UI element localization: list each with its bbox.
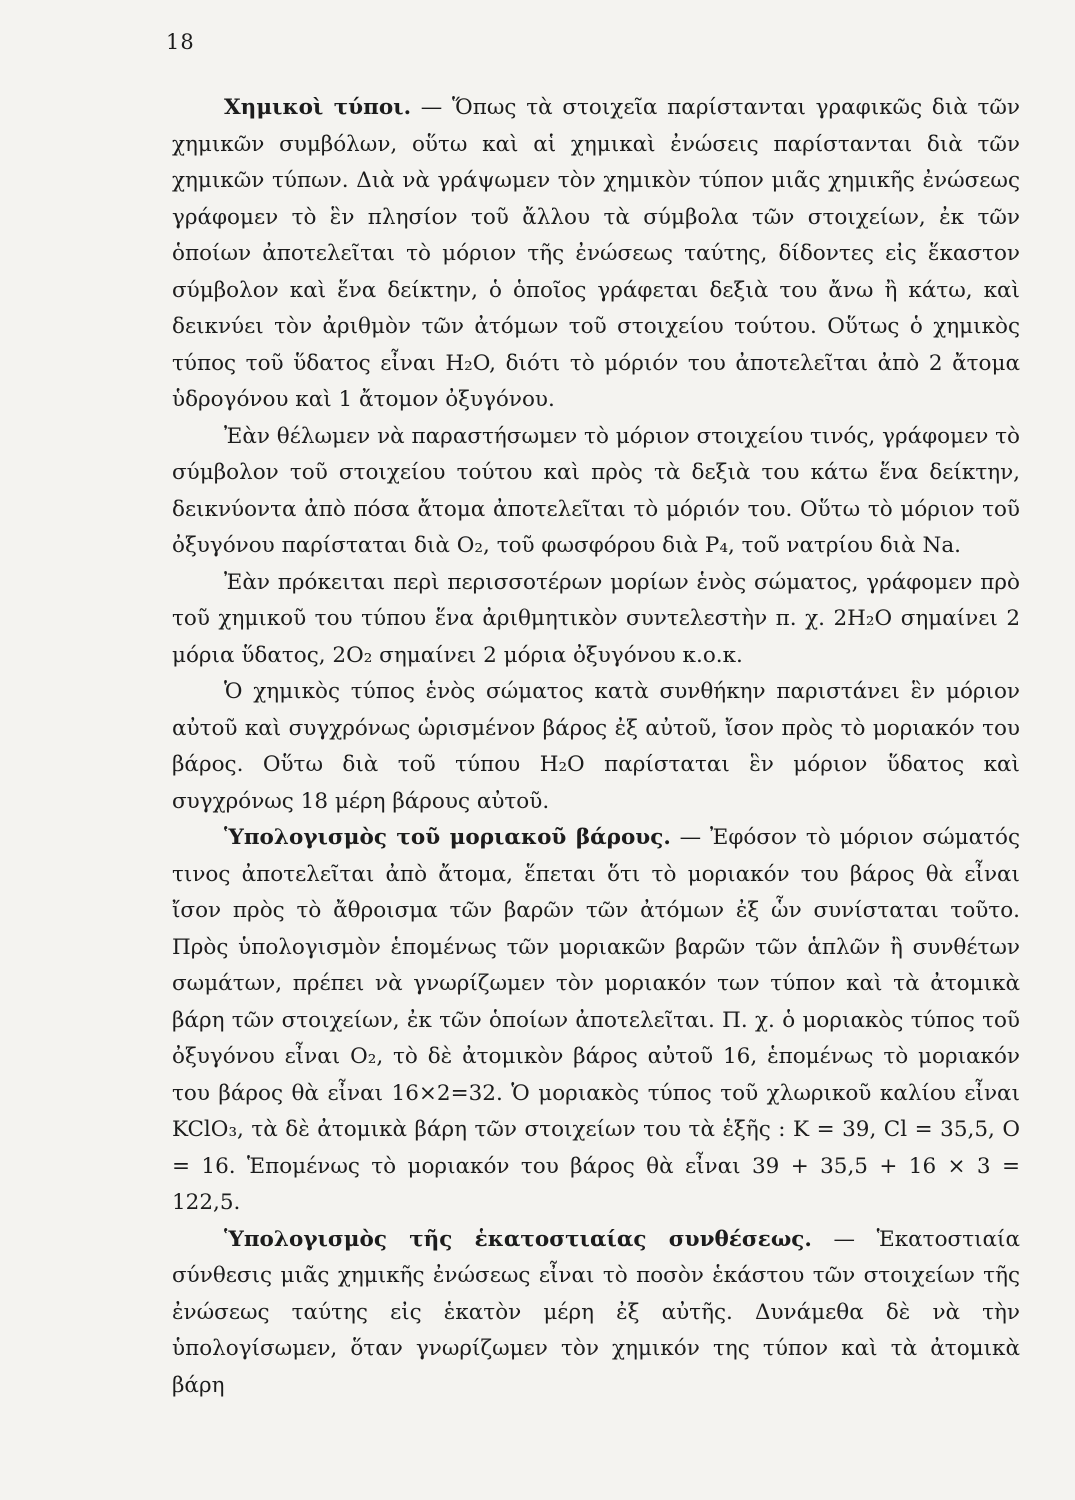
paragraph-multiple-molecules [172,565,1020,675]
section-heading-molecular-weight: Ὑπολογισμὸς τοῦ μοριακοῦ βάρους. [224,825,671,850]
paragraph-text: — Ἑκατοστιαία σύνθεσις μιᾶς χημικῆς ἐνώσεως εἶναι τὸ ποσὸν ἑκάστου τῶν στοιχείων τῆς ἐνώσεως ταύτης εἰς ἑκατὸν μέρη ἐξ αὐτῆς. Δυνάμεθα δὲ νὰ τὴν ὑπολογίσωμεν, ὅταν γνωρίζωμεν τὸν χημικόν της τύπον καὶ τὰ ἀτομικὰ βάρη [172,1226,1020,1398]
text-body [172,90,1020,1404]
section-heading-percent-composition: Ὑπολογισμὸς τῆς ἑκατοστιαίας συνθέσεως. [224,1226,812,1252]
paragraph-text: Ἐὰν πρόκειται περὶ περισσοτέρων μορίων ἑνὸς σώματος, γράφομεν πρὸ τοῦ χημικοῦ του τύπου ἕνα ἀριθμητικὸν συντελεστὴν π. χ. 2H₂O σημαίνει 2 μόρια ὕδατος, 2O₂ σημαίνει 2 μόρια ὀξυγόνου κ.ο.κ. [172,569,1020,668]
paragraph-molecular-weight [172,820,1020,1222]
page-number: 18 [166,30,195,54]
paragraph-element-molecule [172,419,1020,565]
paragraph-formula-weight [172,674,1020,820]
paragraph-text: Ἐὰν θέλωμεν νὰ παραστήσωμεν τὸ μόριον στοιχείου τινός, γράφομεν τὸ σύμβολον τοῦ στοιχείου τούτου καὶ πρὸς τὰ δεξιὰ του κάτω ἕνα δείκτην, δεικνύοντα ἀπὸ πόσα ἄτομα ἀποτελεῖται τὸ μόριόν του. Οὕτω τὸ μόριον τοῦ ὀξυγόνου παρίσταται διὰ O₂, τοῦ φωσφόρου διὰ P₄, τοῦ νατρίου διὰ Na. [172,423,1020,558]
paragraph-text: — Ἐφόσον τὸ μόριον σώματός τινος ἀποτελεῖται ἀπὸ ἄτομα, ἕπεται ὅτι τὸ μοριακόν του βάρος θὰ εἶναι ἴσον πρὸς τὸ ἄθροισμα τῶν βαρῶν τῶν ἀτόμων ἐξ ὧν συνίσταται τοῦτο. Πρὸς ὑπολογισμὸν ἑπομένως τῶν μοριακῶν βαρῶν τῶν ἁπλῶν ἢ συνθέτων σωμάτων, πρέπει νὰ γνωρίζωμεν τὸν μοριακόν των τύπον καὶ τὰ ἀτομικὰ βάρη τῶν στοιχείων, ἐκ τῶν ὁποίων ἀποτελεῖται. Π. χ. ὁ μοριακὸς τύπος τοῦ ὀξυγόνου εἶναι O₂, τὸ δὲ ἀτομικὸν βάρος αὐτοῦ 16, ἑπομένως τὸ μοριακόν του βάρος θὰ εἶναι 16×2=32. Ὁ μοριακὸς τύπος τοῦ χλωρικοῦ καλίου εἶναι KClO₃, τὰ δὲ ἀτομικὰ βάρη τῶν στοιχείων του τὰ ἑξῆς : K = 39, Cl = 35,5, O = 16. Ἑπομένως τὸ μοριακόν του βάρος θὰ εἶναι 39 + 35,5 + 16 × 3 = 122,5. [172,825,1020,1215]
paragraph-percent-composition [172,1222,1020,1405]
paragraph-chemical-formulas [172,90,1020,419]
section-heading-chemical-formulas: Χημικοὶ τύποι. [224,95,412,120]
paragraph-text: — Ὅπως τὰ στοιχεῖα παρίστανται γραφικῶς διὰ τῶν χημικῶν συμβόλων, οὕτω καὶ αἱ χημικαὶ ἐνώσεις παρίστανται διὰ τῶν χημικῶν τύπων. Διὰ νὰ γράψωμεν τὸν χημικὸν τύπον μιᾶς χημικῆς ἐνώσεως γράφομεν τὸ ἓν πλησίον τοῦ ἄλλου τὰ σύμβολα τῶν στοιχείων, ἐκ τῶν ὁποίων ἀποτελεῖται τὸ μόριον τῆς ἐνώσεως ταύτης, δίδοντες εἰς ἕκαστον σύμβολον καὶ ἕνα δείκτην, ὁ ὁποῖος γράφεται δεξιὰ του ἄνω ἢ κάτω, καὶ δεικνύει τὸν ἀριθμὸν τῶν ἀτόμων τοῦ στοιχείου τούτου. Οὕτως ὁ χημικὸς τύπος τοῦ ὕδατος εἶναι H₂O, διότι τὸ μόριόν του ἀποτελεῖται ἀπὸ 2 ἄτομα ὑδρογόνου καὶ 1 ἄτομον ὀξυγόνου. [172,95,1020,412]
paragraph-text: Ὁ χημικὸς τύπος ἑνὸς σώματος κατὰ συνθήκην παριστάνει ἓν μόριον αὐτοῦ καὶ συγχρόνως ὡρισμένον βάρος ἐξ αὐτοῦ, ἴσον πρὸς τὸ μοριακόν του βάρος. Οὕτω διὰ τοῦ τύπου H₂O παρίσταται ἓν μόριον ὕδατος καὶ συγχρόνως 18 μέρη βάρους αὐτοῦ. [172,679,1020,814]
